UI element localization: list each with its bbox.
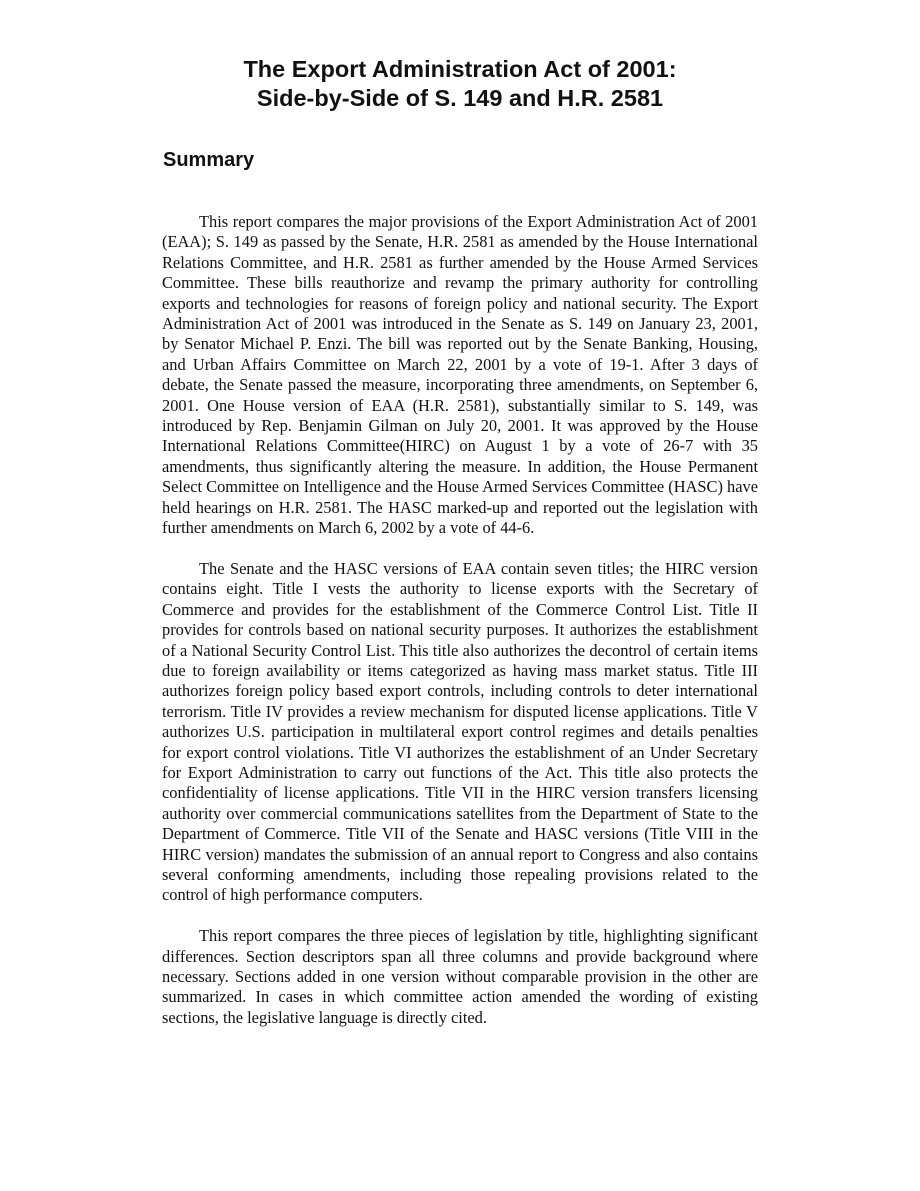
summary-paragraph-3: This report compares the three pieces of legislation by title, highlighting significant differences. Section descriptors span all three columns and provide background where necessary. Sections added in one version without comparable provision in the other are summarized. In cases in which committee action amended the wording of existing sections, the legislative language is directly cited. (162, 926, 758, 1027)
summary-paragraph-1: This report compares the major provisions of the Export Administration Act of 2001 (EAA); S. 149 as passed by the Senate, H.R. 2581 as amended by the House International Relations Committee, and H.R. 2581 as further amended by the House Armed Services Committee. These bills reauthorize and revamp the primary authority for controlling exports and technologies for reasons of foreign policy and national security. The Export Administration Act of 2001 was introduced in the Senate as S. 149 on January 23, 2001, by Senator Michael P. Enzi. The bill was reported out by the Senate Banking, Housing, and Urban Affairs Committee on March 22, 2001 by a vote of 19-1. After 3 days of debate, the Senate passed the measure, incorporating three amendments, on September 6, 2001. One House version of EAA (H.R. 2581), substantially similar to S. 149, was introduced by Rep. Benjamin Gilman on July 20, 2001. It was approved by the House International Relations Committee(HIRC) on August 1 by a vote of 26-7 with 35 amendments, thus significantly altering the measure. In addition, the House Permanent Select Committee on Intelligence and the House Armed Services Committee (HASC) have held hearings on H.R. 2581. The HASC marked-up and reported out the legislation with further amendments on March 6, 2002 by a vote of 44-6. (162, 212, 758, 538)
document-title-line-1: The Export Administration Act of 2001: (243, 56, 677, 82)
document-title (160, 55, 760, 113)
summary-body (162, 212, 758, 1049)
summary-heading: Summary (163, 149, 255, 171)
document-title-line-2: Side-by-Side of S. 149 and H.R. 2581 (256, 85, 664, 111)
summary-paragraph-2: The Senate and the HASC versions of EAA contain seven titles; the HIRC version contains eight. Title I vests the authority to license exports with the Secretary of Commerce and provides for the establishment of the Commerce Control List. Title II provides for controls based on national security purposes. It authorizes the establishment of a National Security Control List. This title also authorizes the decontrol of certain items due to foreign availability or items categorized as having mass market status. Title III authorizes foreign policy based export controls, including controls to deter international terrorism. Title IV provides a review mechanism for disputed license applications. Title V authorizes U.S. participation in multilateral export control regimes and details penalties for export control violations. Title VI authorizes the establishment of an Under Secretary for Export Administration to carry out functions of the Act. This title also protects the confidentiality of license applications. Title VII in the HIRC version transfers licensing authority over commercial communications satellites from the Department of State to the Department of Commerce. Title VII of the Senate and HASC versions (Title VIII in the HIRC version) mandates the submission of an annual report to Congress and also contains several conforming amendments, including those repealing provisions related to the control of high performance computers. (162, 558, 758, 905)
